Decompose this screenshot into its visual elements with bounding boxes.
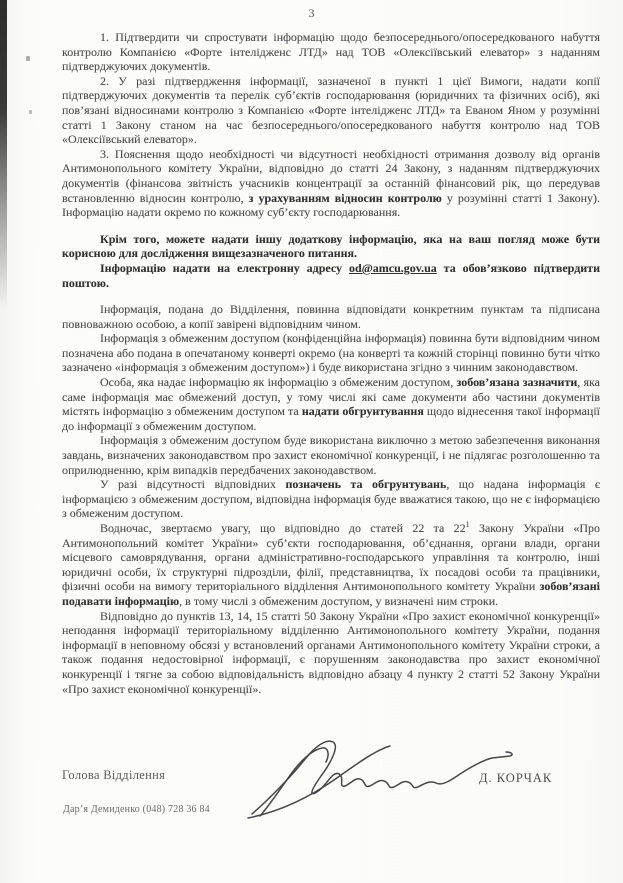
paragraph bbox=[62, 477, 600, 521]
page-number: 3 bbox=[308, 6, 315, 20]
paragraph bbox=[62, 261, 600, 290]
text-run: 1. Підтвердити чи спростувати інформацію щодо безпосереднього/опосередкованого набуття контролю Компанією «Форте інтелідженс ЛТД» над ТОВ «Олексіївський елеватор» з наданням підтверджуючих документів. bbox=[62, 30, 600, 74]
signatory-position-label: Голова Відділення bbox=[62, 768, 166, 782]
text-run: у розумінні статті 1 Закону). Інформацію надати окремо по кожному суб’єкту господарювання. bbox=[62, 190, 601, 220]
text-run: щодо віднесення такої інформації до інформації з обмеженим доступом. bbox=[62, 404, 600, 433]
text-run: Особа, яка надає інформацію як інформацію з обмеженим доступом, bbox=[100, 375, 457, 390]
text-run: та обов’язково підтвердити поштою. bbox=[62, 260, 600, 290]
text-run: Закону України «Про Антимонопольний комітет України» суб’єкти господарювання, об’єднання, органи влади, органи місцевого самоврядування, органи адміністративно-господарського управління та контролю, інші юридичні особи, їх структурні підрозділи, філії, представництва, їх посадові особи та працівники, фізичні особи на вимогу територіального відділення Антимонопольного комітету України bbox=[62, 521, 600, 594]
paragraph bbox=[62, 302, 600, 331]
paragraph bbox=[62, 375, 600, 433]
scan-edge-artifact bbox=[0, 0, 7, 310]
text-run: У разі відсутності відповідних bbox=[100, 477, 286, 492]
handwritten-signature bbox=[238, 736, 518, 822]
signatory-name: Д. КОРЧАК bbox=[479, 771, 553, 785]
email-address: od@amcu.gov.ua bbox=[348, 260, 437, 275]
paragraph bbox=[62, 232, 600, 261]
text-run: 2. У разі підтвердження інформації, зазначеної в пункті 1 цієї Вимоги, надати копії підтверджуючих документів та перелік суб’єктів господарювання (юридичних та фізичних осіб), які пов’язані відносинами контролю з Компанією «Форте інтелідженс ЛТД» та Еваном Яном у розумінні статті 1 Закону станом на час безпосереднього/опосередкованого набуття контролю над ТОВ «Олексіївський елеватор». bbox=[62, 73, 600, 147]
text-run: зобов’язана зазначити bbox=[456, 375, 578, 390]
text-run: Інформація з обмеженим доступом (конфіденційна інформація) повинна бути відповідним чином позначена або подана в опечатаному конверті окремо (на конверті та кожній сторінці повинно бути чітко зазначено «інформація з обмеженим доступом») і буде використана згідно з чинним законодавством. bbox=[62, 331, 600, 375]
paragraph bbox=[62, 521, 600, 609]
text-run: Відповідно до пунктів 13, 14, 15 статті 50 Закону України «Про захист економічної конкуренції» неподання інформації територіальному відділенню Антимонопольного комітету України, подання інформації в неповному обсязі у встановлений органами Антимонопольного комітету України строки, а також подання недостовірної інформації, є порушенням законодавства про захист економічної конкуренції і тягне за собою відповідальність відповідно абзацу 4 пункту 2 статті 52 Закону України «Про захист економічної конкуренції». bbox=[62, 608, 600, 696]
text-run: Інформація з обмеженим доступом буде використана виключно з метою забезпечення виконання завдань, визначених законодавством про захист економічної конкуренції, і не підлягає розголошенню та оприлюдненню, крім випадків передбачених законодавством. bbox=[62, 433, 600, 477]
text-run: 1 bbox=[465, 520, 470, 529]
text-run: з урахуванням відносин контролю bbox=[248, 190, 442, 205]
paragraph bbox=[62, 433, 600, 477]
paragraph bbox=[62, 609, 600, 697]
document-body bbox=[62, 30, 600, 696]
scan-speck bbox=[26, 56, 30, 61]
text-run: , що надана інформація є інформацією з обмеженим доступом, відповідна інформація буде вважатися такою, що не є інформацією з обмеженим доступом. bbox=[62, 477, 601, 521]
text-run: надати обгрунтування bbox=[301, 404, 424, 419]
text-run: зобов’язані подавати інформацію bbox=[62, 579, 600, 608]
text-run: 3. Пояснення щодо необхідності чи відсутності необхідності отримання дозволу від органів Антимонопольного комітету України, відповідно до статті 24 Закону, з наданням підтверджуючих документів (фінансова звітність учасників концентрації за останній фінансовий рік, що передував встановленню відносин контролю, bbox=[62, 146, 600, 205]
text-run: Інформацію надати на електронну адресу bbox=[100, 260, 349, 275]
text-run: , яка саме інформація має обмежений доступ, у тому числі які саме документи або частини документів містять інформацію з обмеженим доступом та bbox=[62, 375, 601, 419]
paragraph bbox=[62, 74, 600, 147]
executor-contact: Дар’я Демиденко (048) 728 36 84 bbox=[63, 804, 210, 815]
paragraph bbox=[62, 331, 600, 375]
paragraph bbox=[62, 147, 600, 220]
text-run: Крім того, можете надати іншу додаткову інформацію, яка на ваш погляд може бути корисною для дослідження вищезазначеного питання. bbox=[62, 231, 600, 261]
paragraph bbox=[62, 30, 600, 74]
text-run: Водночас, звертаємо увагу, що відповідно до статей 22 та 22 bbox=[100, 521, 466, 535]
text-run: , в тому числі з обмеженим доступом, у визначені ним строки. bbox=[179, 593, 499, 608]
text-run: Інформація, подана до Відділення, повинна відповідати конкретним пунктам та підписана повноважною особою, а копії завірені відповідним чином. bbox=[62, 302, 600, 331]
text-run: позначень та обгрунтувань bbox=[285, 477, 447, 492]
scan-speck bbox=[29, 110, 32, 114]
